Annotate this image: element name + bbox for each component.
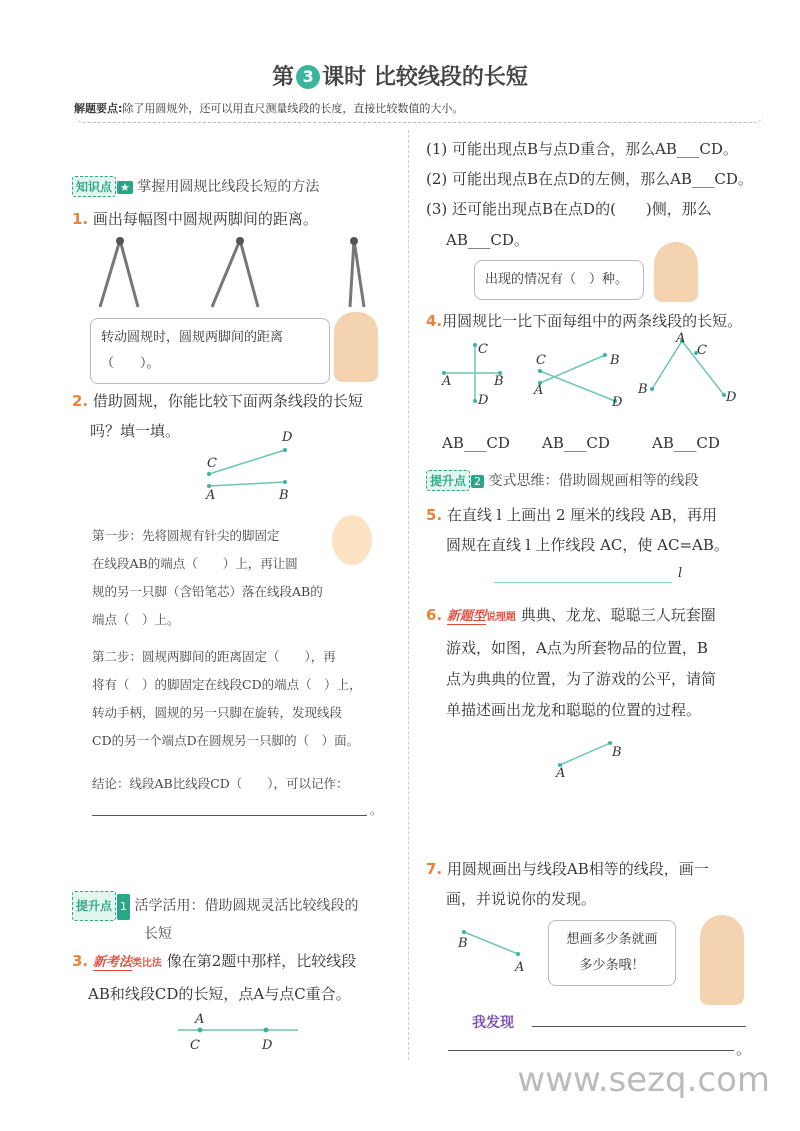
speech-bubble-q1: 转动圆规时，圆规两脚间的距离（ ）。: [90, 318, 330, 384]
compass-figures: [90, 235, 390, 315]
speech-bubble-cases: 出现的情况有（ ）种。: [474, 260, 644, 300]
section-knowledge: 知识点 ★ 掌握用圆规比线段长短的方法: [72, 176, 319, 197]
answer-blank[interactable]: AB___CD: [442, 434, 510, 452]
girl-illustration-2: [700, 915, 744, 1005]
answer-line[interactable]: [92, 815, 367, 816]
label-D: D: [282, 430, 293, 445]
label: D: [612, 395, 623, 410]
label-A: A: [515, 960, 525, 975]
column-divider: [408, 130, 409, 1060]
label: D: [478, 393, 489, 408]
label: B: [638, 382, 648, 397]
question-1: 1. 画出每幅图中圆规两脚间的距离。: [72, 210, 318, 228]
question-2: 2. 借助圆规，你能比较下面两条线段的长短 吗？填一填。: [72, 392, 363, 440]
answer-blank[interactable]: AB___CD: [652, 434, 720, 452]
step-2: 第二步：圆规两脚间的距离固定（ ），再 将有（ ）的脚固定在线段CD的端点（ ）上， 转动手柄，圆规的另一只脚在旋转，发现线段 CD的另一个端点D在圆规另一只脚的（ ）面。: [92, 649, 362, 748]
label-B: B: [612, 745, 622, 760]
found-label: 我发现: [472, 1015, 514, 1031]
label: A: [534, 383, 544, 398]
section-improve-2: 提升点 2 变式思维：借助圆规画相等的线段: [426, 470, 698, 491]
question-4: 4.用圆规比一比下面每组中的两条线段的长短。: [426, 312, 743, 330]
boy-illustration: [334, 312, 378, 382]
label: B: [610, 353, 620, 368]
answer-blank[interactable]: AB___CD: [542, 434, 610, 452]
label: B: [494, 374, 504, 389]
period: 。: [736, 1040, 752, 1058]
label: C: [697, 343, 707, 358]
question-6: 6. 新题型说理题 典典、龙龙、聪聪三人玩套圈 游戏，如图，A点为所套物品的位置，B 点为典典的位置，为了游戏的公平，请简 单描述画出龙龙和聪聪的位置的过程。: [426, 606, 717, 719]
label: C: [536, 353, 546, 368]
page-title: 第 3 课时 比较线段的长短: [272, 65, 528, 90]
part-3: (3) 还可能出现点B在点D的( )侧，那么: [426, 200, 712, 218]
watermark: www.sezq.com: [517, 1060, 770, 1100]
part-1: (1) 可能出现点B与点D重合，那么AB___CD。: [426, 140, 738, 158]
label: A: [442, 374, 452, 389]
step-1: 第一步：先将圆规有针尖的脚固定 在线段AB的端点（ ）上，再让圆 规的另一只脚（含铅笔芯）落在线段AB的 端点（ ）上。: [92, 528, 323, 627]
label-A: A: [556, 766, 566, 781]
part-3-cont: AB___CD。: [446, 231, 529, 249]
answer-line[interactable]: [532, 1026, 746, 1027]
section-improve-1: 提升点 1 活学活用：借助圆规灵活比较线段的 长短: [72, 891, 358, 947]
question-7: 7. 用圆规画出与线段AB相等的线段，画一 画，并说说你的发现。: [426, 860, 709, 908]
label-B: B: [279, 488, 289, 503]
lesson-number: 3: [296, 65, 320, 89]
label-A: A: [206, 488, 216, 503]
label-C: C: [207, 456, 217, 471]
tip-bar: 解题要点:除了用圆规外，还可以用直尺测量线段的长度，直接比较数值的大小。: [74, 100, 764, 123]
answer-line[interactable]: [448, 1050, 734, 1051]
label-C: C: [190, 1038, 200, 1053]
part-2: (2) 可能出现点B在点D的左侧，那么AB___CD。: [426, 170, 753, 188]
speech-bubble-q7: 想画多少条就画 多少条哦！: [548, 920, 676, 986]
label: A: [676, 331, 686, 346]
rabbit-flower-illustration: [332, 515, 372, 565]
label: C: [478, 342, 488, 357]
label-A: A: [195, 1012, 205, 1027]
conclusion: 结论：线段AB比线段CD（ ），可以记作：: [92, 776, 349, 791]
label-D: D: [262, 1038, 273, 1053]
question-5: 5. 在直线 l 上画出 2 厘米的线段 AB，再用 圆规在直线 l 上作线段 AC，使 AC=AB。: [426, 506, 729, 554]
label-B: B: [458, 936, 468, 951]
label-l: l: [678, 566, 683, 581]
period: 。: [370, 802, 383, 817]
question-3: 3. 新考法类比法 像在第2题中那样，比较线段 AB和线段CD的长短，点A与点C重合。: [72, 952, 357, 1003]
girl-illustration: [654, 242, 698, 302]
label: D: [726, 390, 737, 405]
line-l[interactable]: [494, 582, 672, 583]
